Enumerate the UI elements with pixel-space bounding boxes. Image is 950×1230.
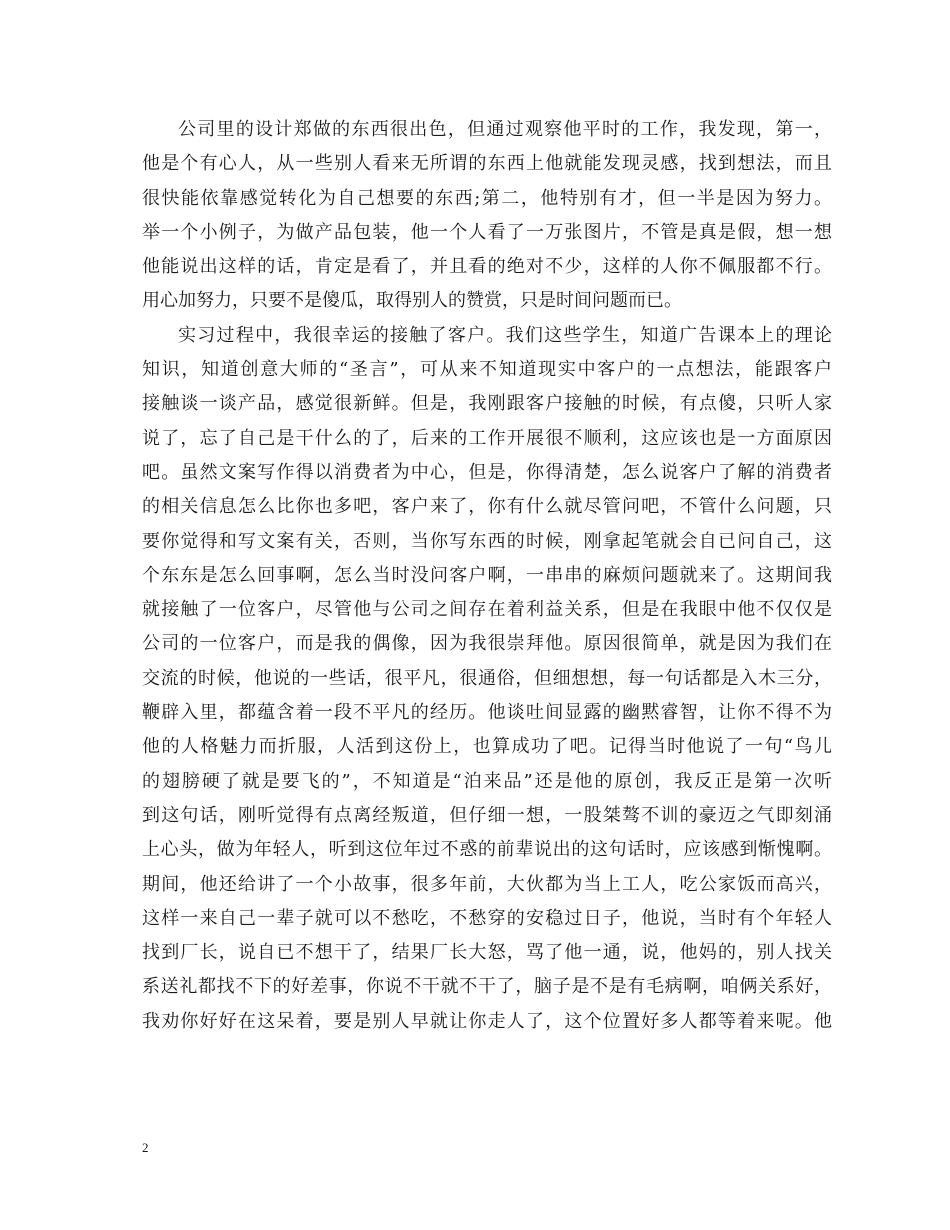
text-line: 的相关信息怎么比你也多吧，客户来了，你有什么就尽管问吧，不管什么问题，只	[142, 496, 832, 518]
text-line: 举一个小例子，为做产品包装，他一个人看了一万张图片，不管是真是假，想一想	[142, 221, 832, 243]
text-line: 很快能依靠感觉转化为自己想要的东西;第二，他特别有才，但一半是因为努力。	[142, 187, 832, 209]
document-body	[142, 113, 832, 1039]
text-line: 要你觉得和写文案有关，否则，当你写东西的时候，刚拿起笔就会自已问自己，这	[142, 530, 832, 552]
page-number: 2	[142, 1140, 149, 1155]
text-line: 找到厂长，说自已不想干了，结果厂长大怒，骂了他一通，说，他妈的，别人找关	[142, 942, 832, 964]
text-line: 交流的时候，他说的一些话，很平凡，很通俗，但细想想，每一句话都是入木三分，	[142, 667, 832, 689]
text-line: 鞭辟入里，都蕴含着一段不平凡的经历。他谈吐间显露的幽黙睿智，让你不得不为	[142, 702, 832, 724]
text-line: 知识，知道创意大师的“圣言”，可从来不知道现实中客户的一点想法，能跟客户	[142, 359, 832, 381]
text-line: 他的人格魅力而折服，人活到这份上，也算成功了吧。记得当时他说了一句“鸟儿	[142, 736, 832, 758]
text-line: 实习过程中，我很幸运的接触了客户。我们这些学生，知道广告课本上的理论	[178, 324, 832, 346]
text-line: 个东东是怎么回事啊，怎么当时没问客户啊，一串串的麻烦问题就来了。这期间我	[142, 564, 832, 586]
text-line: 用心加努力，只要不是傻瓜，取得别人的赞赏，只是时间问题而已。	[142, 290, 682, 312]
text-line: 吧。虽然文案写作得以消费者为中心，但是，你得清楚，怎么说客户了解的消费者	[142, 461, 832, 483]
text-line: 接触谈一谈产品，感觉很新鲜。但是，我刚跟客户接触的时候，有点傻，只听人家	[142, 393, 832, 415]
text-line: 的翅膀硬了就是要飞的”，不知道是“泊来品”还是他的原创，我反正是第一次听	[142, 770, 832, 792]
text-line: 就接触了一位客户，尽管他与公司之间存在着利益关系，但是在我眼中他不仅仅是	[142, 599, 832, 621]
text-line: 公司里的设计郑做的东西很出色，但通过观察他平时的工作，我发现，第一，	[178, 119, 832, 140]
text-line: 他能说出这样的话，肯定是看了，并且看的绝对不少，这样的人你不佩服都不行。	[142, 256, 832, 278]
text-line: 公司的一位客户，而是我的偶像，因为我很崇拜他。原因很简单，就是因为我们在	[142, 633, 832, 655]
text-line: 这样一来自己一辈子就可以不愁吃，不愁穿的安稳过日子，他说，当时有个年轻人	[142, 907, 832, 929]
text-line: 到这句话，刚听觉得有点离经叛道，但仔细一想，一股桀骜不训的豪迈之气即刻涌	[142, 804, 832, 826]
text-line: 说了，忘了自己是干什么的了，后来的工作开展很不顺利，这应该也是一方面原因	[142, 427, 832, 449]
text-line: 上心头，做为年轻人，听到这位年过不惑的前辈说出的这句话时，应该感到惭愧啊。	[142, 839, 832, 861]
paragraph-1	[142, 113, 832, 319]
text-line: 他是个有心人，从一些别人看来无所谓的东西上他就能发现灵感，找到想法，而且	[142, 153, 832, 175]
text-line: 系送礼都找不下的好差事，你说不干就不干了，脑子是不是有毛病啊，咱俩关系好，	[142, 976, 832, 998]
text-line: 期间，他还给讲了一个小故事，很多年前，大伙都为当上工人，吃公家饭而高兴，	[142, 873, 832, 895]
paragraph-2	[142, 319, 832, 1039]
text-line: 我劝你好好在这呆着，要是别人早就让你走人了，这个位置好多人都等着来呢。他	[142, 1010, 832, 1032]
